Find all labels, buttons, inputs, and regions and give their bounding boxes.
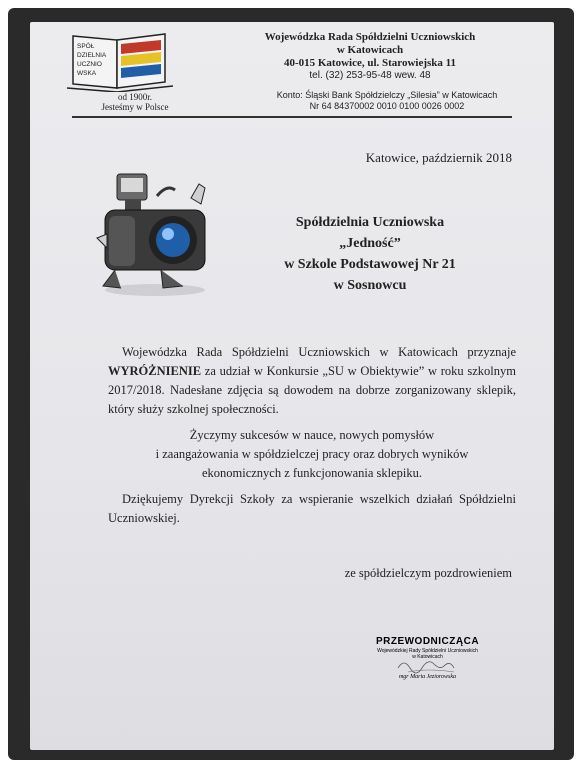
- recipient-line-4: w Sosnowcu: [333, 278, 407, 293]
- closing-phrase: ze spółdzielczym pozdrowieniem: [344, 566, 512, 580]
- award-paragraph: [108, 343, 516, 419]
- recipient-block: [250, 212, 490, 296]
- thanks-paragraph: Dziękujemy Dyrekcji Szkoły za wspieranie wszelkich działań Spółdzielni Uczniowskiej.: [108, 492, 516, 525]
- award-title: WYRÓŻNIENIE: [108, 364, 202, 378]
- award-text-end: za udział w Konkursie „SU w Obiektywie” w roku szkolnym 2017/2018. Nadesłane zdjęcia są dowodem na dobrze zorganizowany sklepik, który służy szkolnej społeczności.: [108, 364, 516, 416]
- logo-line-1: SPÓŁ: [77, 43, 95, 50]
- cooperative-book-logo: [65, 30, 175, 92]
- letter-body: [108, 343, 516, 535]
- wishes-line-2: i zaangażowania w spółdzielczej pracy oraz dobrych wyników: [155, 447, 469, 461]
- recipient-line-1: Spółdzielnia Uczniowska: [295, 215, 445, 230]
- bank-name: Konto: Śląski Bank Spółdzielczy „Silesia” w Katowicach: [276, 90, 498, 100]
- org-name: Wojewódzka Rada Spółdzielni Uczniowskich: [264, 31, 476, 43]
- recipient-line-2: „Jedność”: [339, 236, 401, 251]
- camera-mascot-illustration: [95, 168, 215, 298]
- org-address: 40-015 Katowice, ul. Starowiejska 11: [283, 57, 457, 69]
- signature-title: PRZEWODNICZĄCA: [375, 636, 480, 647]
- logo-line-4: WSKA: [77, 70, 97, 77]
- recipient-line-3: w Szkole Podstawowej Nr 21: [284, 257, 456, 272]
- org-city: w Katowicach: [336, 44, 404, 56]
- signature-name: mgr Maria Jeziorowska: [398, 674, 457, 680]
- signature-subtitle: [370, 648, 485, 660]
- letter-date: Katowice, październik 2018: [365, 150, 512, 165]
- logo-line-2: DZIELNIA: [77, 52, 107, 59]
- wishes-paragraph: [108, 426, 516, 483]
- signature-sub-1: Wojewódzkiej Rady Spółdzielni Uczniowskich: [377, 648, 478, 654]
- logo-caption-year: od 1900r.: [117, 92, 152, 102]
- wishes-line-3: ekonomicznych z funkcjonowania sklepiku.: [201, 466, 423, 480]
- signature-sub-2: w Katowicach: [412, 654, 443, 660]
- bank-info: [232, 90, 542, 112]
- logo-line-3: UCZNIO: [77, 61, 102, 68]
- header-divider: [72, 116, 512, 118]
- bank-account: Nr 64 84370002 0010 0100 0026 0002: [309, 101, 465, 111]
- logo-caption: [90, 92, 180, 112]
- wishes-line-1: Życzymy sukcesów w nauce, nowych pomysłów: [189, 428, 435, 442]
- org-phone: tel. (32) 253-95-48 wew. 48: [309, 70, 431, 81]
- organization-header: [210, 31, 530, 82]
- logo-caption-motto: Jesteśmy w Polsce: [101, 102, 169, 112]
- award-text-start: Wojewódzka Rada Spółdzielni Uczniowskich w Katowicach przyznaje: [122, 345, 516, 359]
